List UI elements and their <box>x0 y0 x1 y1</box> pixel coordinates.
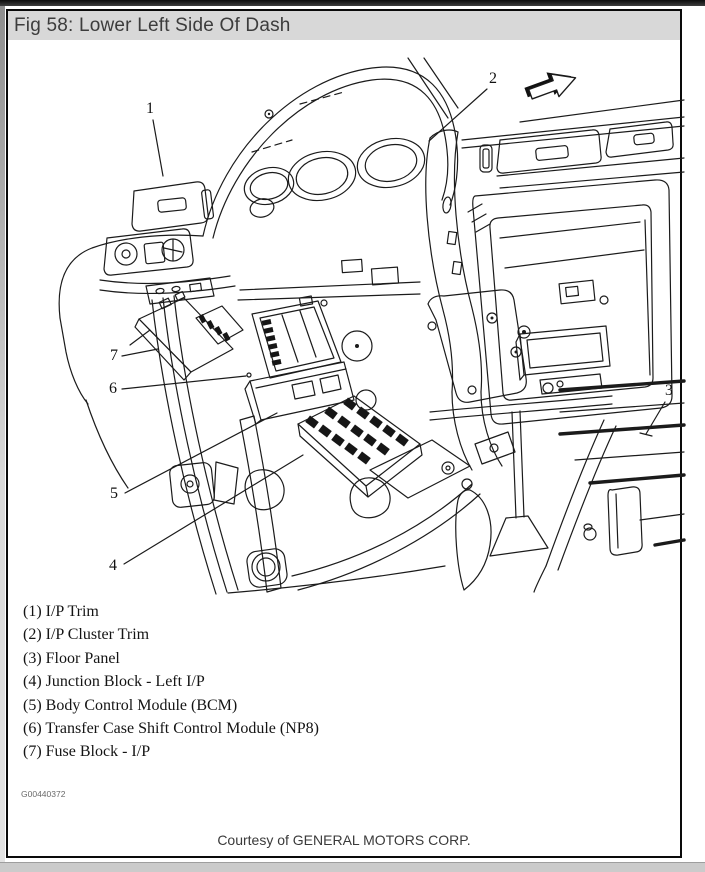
legend-item: (4) Junction Block - Left I/P <box>23 673 205 691</box>
legend-item: (5) Body Control Module (BCM) <box>23 696 238 714</box>
legend-item: (3) Floor Panel <box>23 649 120 667</box>
callout-2-number: 2 <box>489 70 497 87</box>
window-top-frame <box>0 0 705 6</box>
legend-item: (1) I/P Trim <box>23 603 99 620</box>
callout-4-number: 4 <box>109 557 117 574</box>
courtesy-line: Courtesy of GENERAL MOTORS CORP. <box>217 832 471 848</box>
legend-item: (6) Transfer Case Shift Control Module (NP8) <box>23 719 319 737</box>
callout-6-number: 6 <box>109 380 117 397</box>
figure-title-bar <box>8 11 680 40</box>
figure-title: Fig 58: Lower Left Side Of Dash <box>14 14 291 36</box>
callout-legend <box>23 600 319 764</box>
callout-5-number: 5 <box>110 485 118 502</box>
callout-7-number: 7 <box>110 347 118 364</box>
figure-code: G00440372 <box>21 789 66 799</box>
legend-item: (7) Fuse Block - I/P <box>23 743 151 761</box>
callout-1-number: 1 <box>146 100 154 117</box>
callout-3-number: 3 <box>665 382 673 399</box>
legend-item: (2) I/P Cluster Trim <box>23 626 150 644</box>
window-left-frame <box>0 6 5 863</box>
